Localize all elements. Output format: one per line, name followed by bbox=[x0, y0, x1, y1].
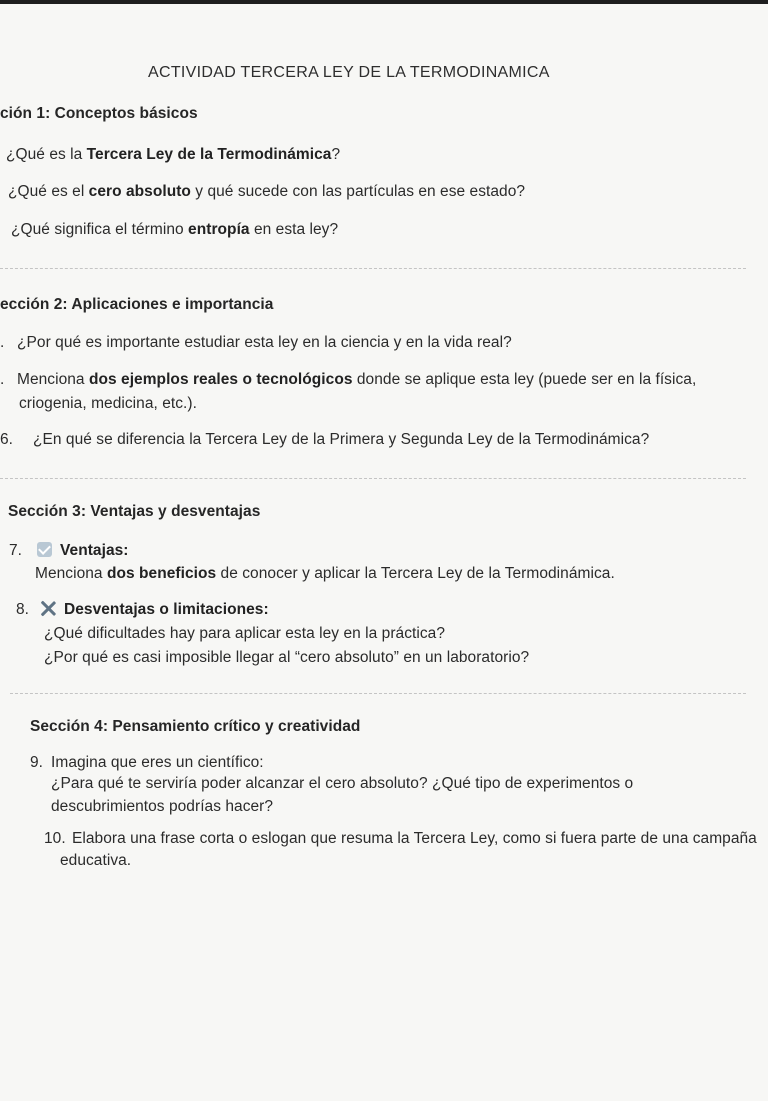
section-3-heading: Sección 3: Ventajas y desventajas bbox=[8, 503, 261, 520]
divider-3 bbox=[10, 693, 746, 694]
question-9-line-2: descubrimientos podrías hacer? bbox=[51, 798, 274, 815]
cross-mark-icon bbox=[40, 600, 56, 616]
question-1: ¿Qué es la Tercera Ley de la Termodinámica? bbox=[6, 146, 341, 163]
question-9-line-1: ¿Para qué te serviría poder alcanzar el cero absoluto? ¿Qué tipo de experimentos o bbox=[51, 775, 634, 792]
question-4: . ¿Por qué es importante estudiar esta ley en la ciencia y en la vida real? bbox=[0, 334, 512, 351]
question-8-line-2: ¿Por qué es casi imposible llegar al “cero absoluto” en un laboratorio? bbox=[44, 649, 530, 666]
question-5: . Menciona dos ejemplos reales o tecnológicos donde se aplique esta ley (puede ser en la física, bbox=[0, 371, 697, 388]
question-5-continued: criogenia, medicina, etc.). bbox=[19, 395, 197, 412]
question-2: ¿Qué es el cero absoluto y qué sucede con las partículas en ese estado? bbox=[8, 183, 526, 200]
question-7-text: Menciona dos beneficios de conocer y aplicar la Tercera Ley de la Termodinámica. bbox=[35, 565, 615, 582]
question-8-label: 8. Desventajas o limitaciones: bbox=[16, 601, 269, 618]
question-8-line-1: ¿Qué dificultades hay para aplicar esta ley en la práctica? bbox=[44, 625, 445, 642]
question-3: ¿Qué significa el término entropía en esta ley? bbox=[11, 221, 339, 238]
document-title: ACTIVIDAD TERCERA LEY DE LA TERMODINAMICA bbox=[148, 64, 550, 81]
question-10: 10. Elabora una frase corta o eslogan que resuma la Tercera Ley, como si fuera parte de una campaña bbox=[44, 830, 757, 847]
divider-2 bbox=[0, 478, 746, 479]
question-6: 6. ¿En qué se diferencia la Tercera Ley de la Primera y Segunda Ley de la Termodinámica? bbox=[0, 431, 650, 448]
question-9-label: 9. Imagina que eres un científico: bbox=[30, 754, 264, 771]
section-1-heading: ción 1: Conceptos básicos bbox=[0, 105, 198, 122]
section-2-heading: ección 2: Aplicaciones e importancia bbox=[0, 296, 274, 313]
question-7-label: 7. Ventajas: bbox=[9, 542, 129, 559]
scan-top-edge bbox=[0, 0, 768, 4]
checkbox-check-icon bbox=[37, 542, 52, 557]
question-10-continued: educativa. bbox=[60, 852, 132, 869]
section-4-heading: Sección 4: Pensamiento crítico y creatividad bbox=[30, 718, 361, 735]
divider-1 bbox=[0, 268, 746, 269]
